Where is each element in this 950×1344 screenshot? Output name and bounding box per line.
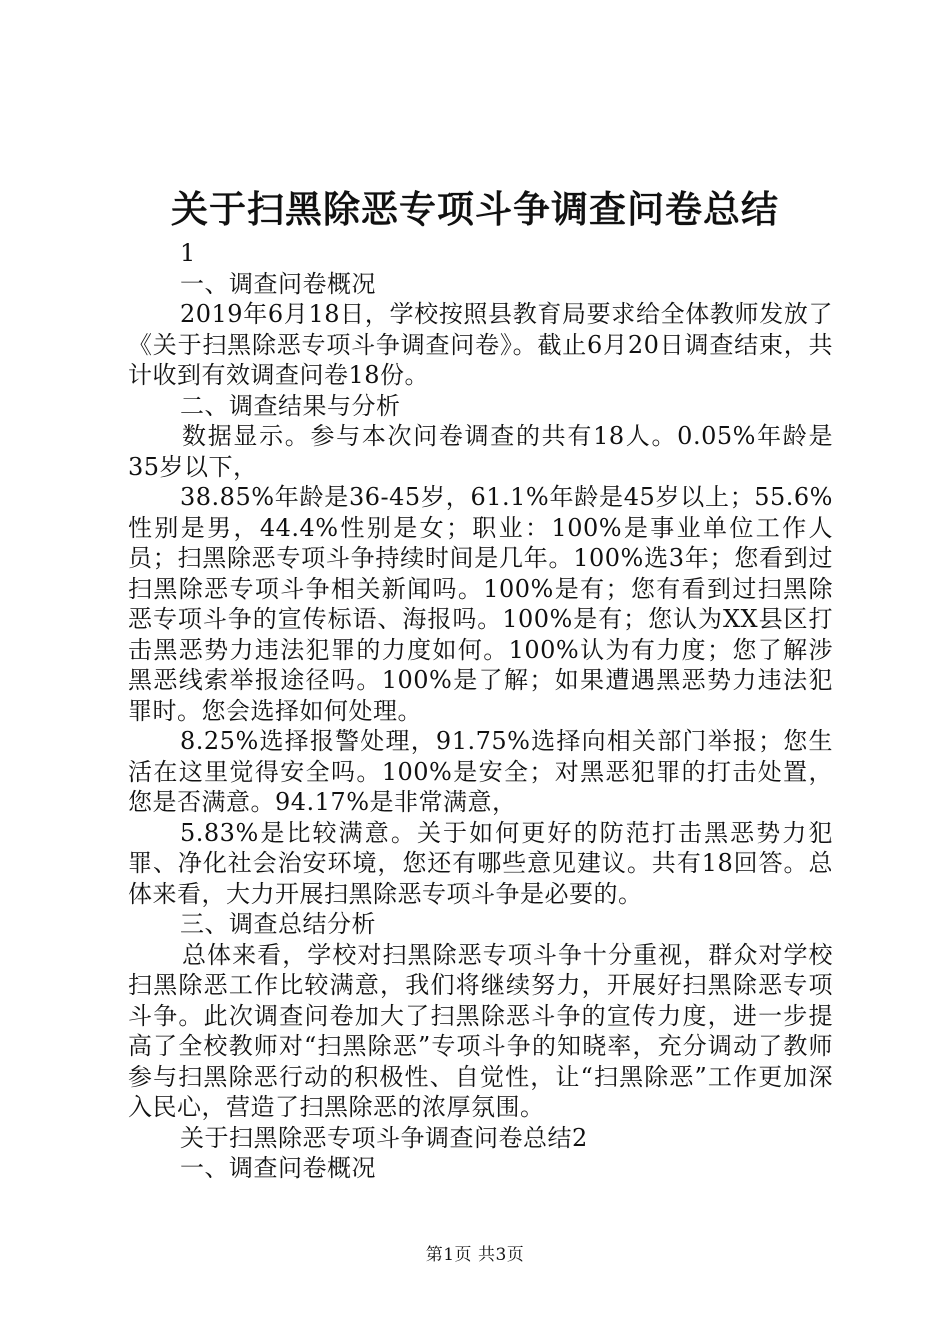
paragraph-overview: 2019年6月18日，学校按照县教育局要求给全体教师发放了《关于扫黑除恶专项斗争调查问卷》。截止6月20日调查结束，共计收到有效调查问卷18份。 xyxy=(128,300,833,389)
paragraph-summary: 总体来看，学校对扫黑除恶专项斗争十分重视，群众对学校扫黑除恶工作比较满意，我们将继续努力，开展好扫黑除恶专项斗争。此次调查问卷加大了扫黑除恶斗争的宣传力度，进一步提高了全校教师对“扫黑除恶”专项斗争的知晓率，充分调动了教师参与扫黑除恶行动的积极性、自觉性，让“扫黑除恶”工作更加深入民心，营造了扫黑除恶的浓厚氛围。 xyxy=(128,940,833,1121)
section-heading-overview-2: 一、调查问卷概况 xyxy=(180,1154,376,1182)
document-title: 关于扫黑除恶专项斗争调查问卷总结 xyxy=(171,187,779,231)
section-heading-overview: 一、调查问卷概况 xyxy=(180,269,376,298)
paragraph-results-1: 数据显示。参与本次问卷调查的共有18人。0.05%年龄是35岁以下， xyxy=(128,422,833,481)
section-heading-summary: 三、调查总结分析 xyxy=(180,910,376,938)
paragraph-results-3: 8.25%选择报警处理，91.75%选择向相关部门举报；您生活在这里觉得安全吗。100%是安全；对黑恶犯罪的打击处置，您是否满意。94.17%是非常满意， xyxy=(128,727,833,816)
document-body xyxy=(128,238,833,1184)
paragraph-number: 1 xyxy=(180,239,196,267)
subtitle-part-2: 关于扫黑除恶专项斗争调查问卷总结2 xyxy=(180,1123,588,1152)
paragraph-results-2: 38.85%年龄是36-45岁，61.1%年龄是45岁以上；55.6%性别是男，44.4%性别是女；职业：100%是事业单位工作人员；扫黑除恶专项斗争持续时间是几年。100%选3年；您看到过扫黑除恶专项斗争相关新闻吗。100%是有；您有看到过扫黑除恶专项斗争的宣传标语、海报吗。100%是有；您认为XX县区打击黑恶势力违法犯罪的力度如何。100%认为有力度；您了解涉黑恶线索举报途径吗。100%是了解；如果遭遇黑恶势力违法犯罪时。您会选择如何处理。 xyxy=(128,483,833,725)
section-heading-results: 二、调查结果与分析 xyxy=(180,391,401,420)
paragraph-results-4: 5.83%是比较满意。关于如何更好的防范打击黑恶势力犯罪、净化社会治安环境，您还有哪些意见建议。共有18回答。总体来看，大力开展扫黑除恶专项斗争是必要的。 xyxy=(128,818,833,908)
page-footer: 第1页 共3页 xyxy=(425,1245,525,1265)
